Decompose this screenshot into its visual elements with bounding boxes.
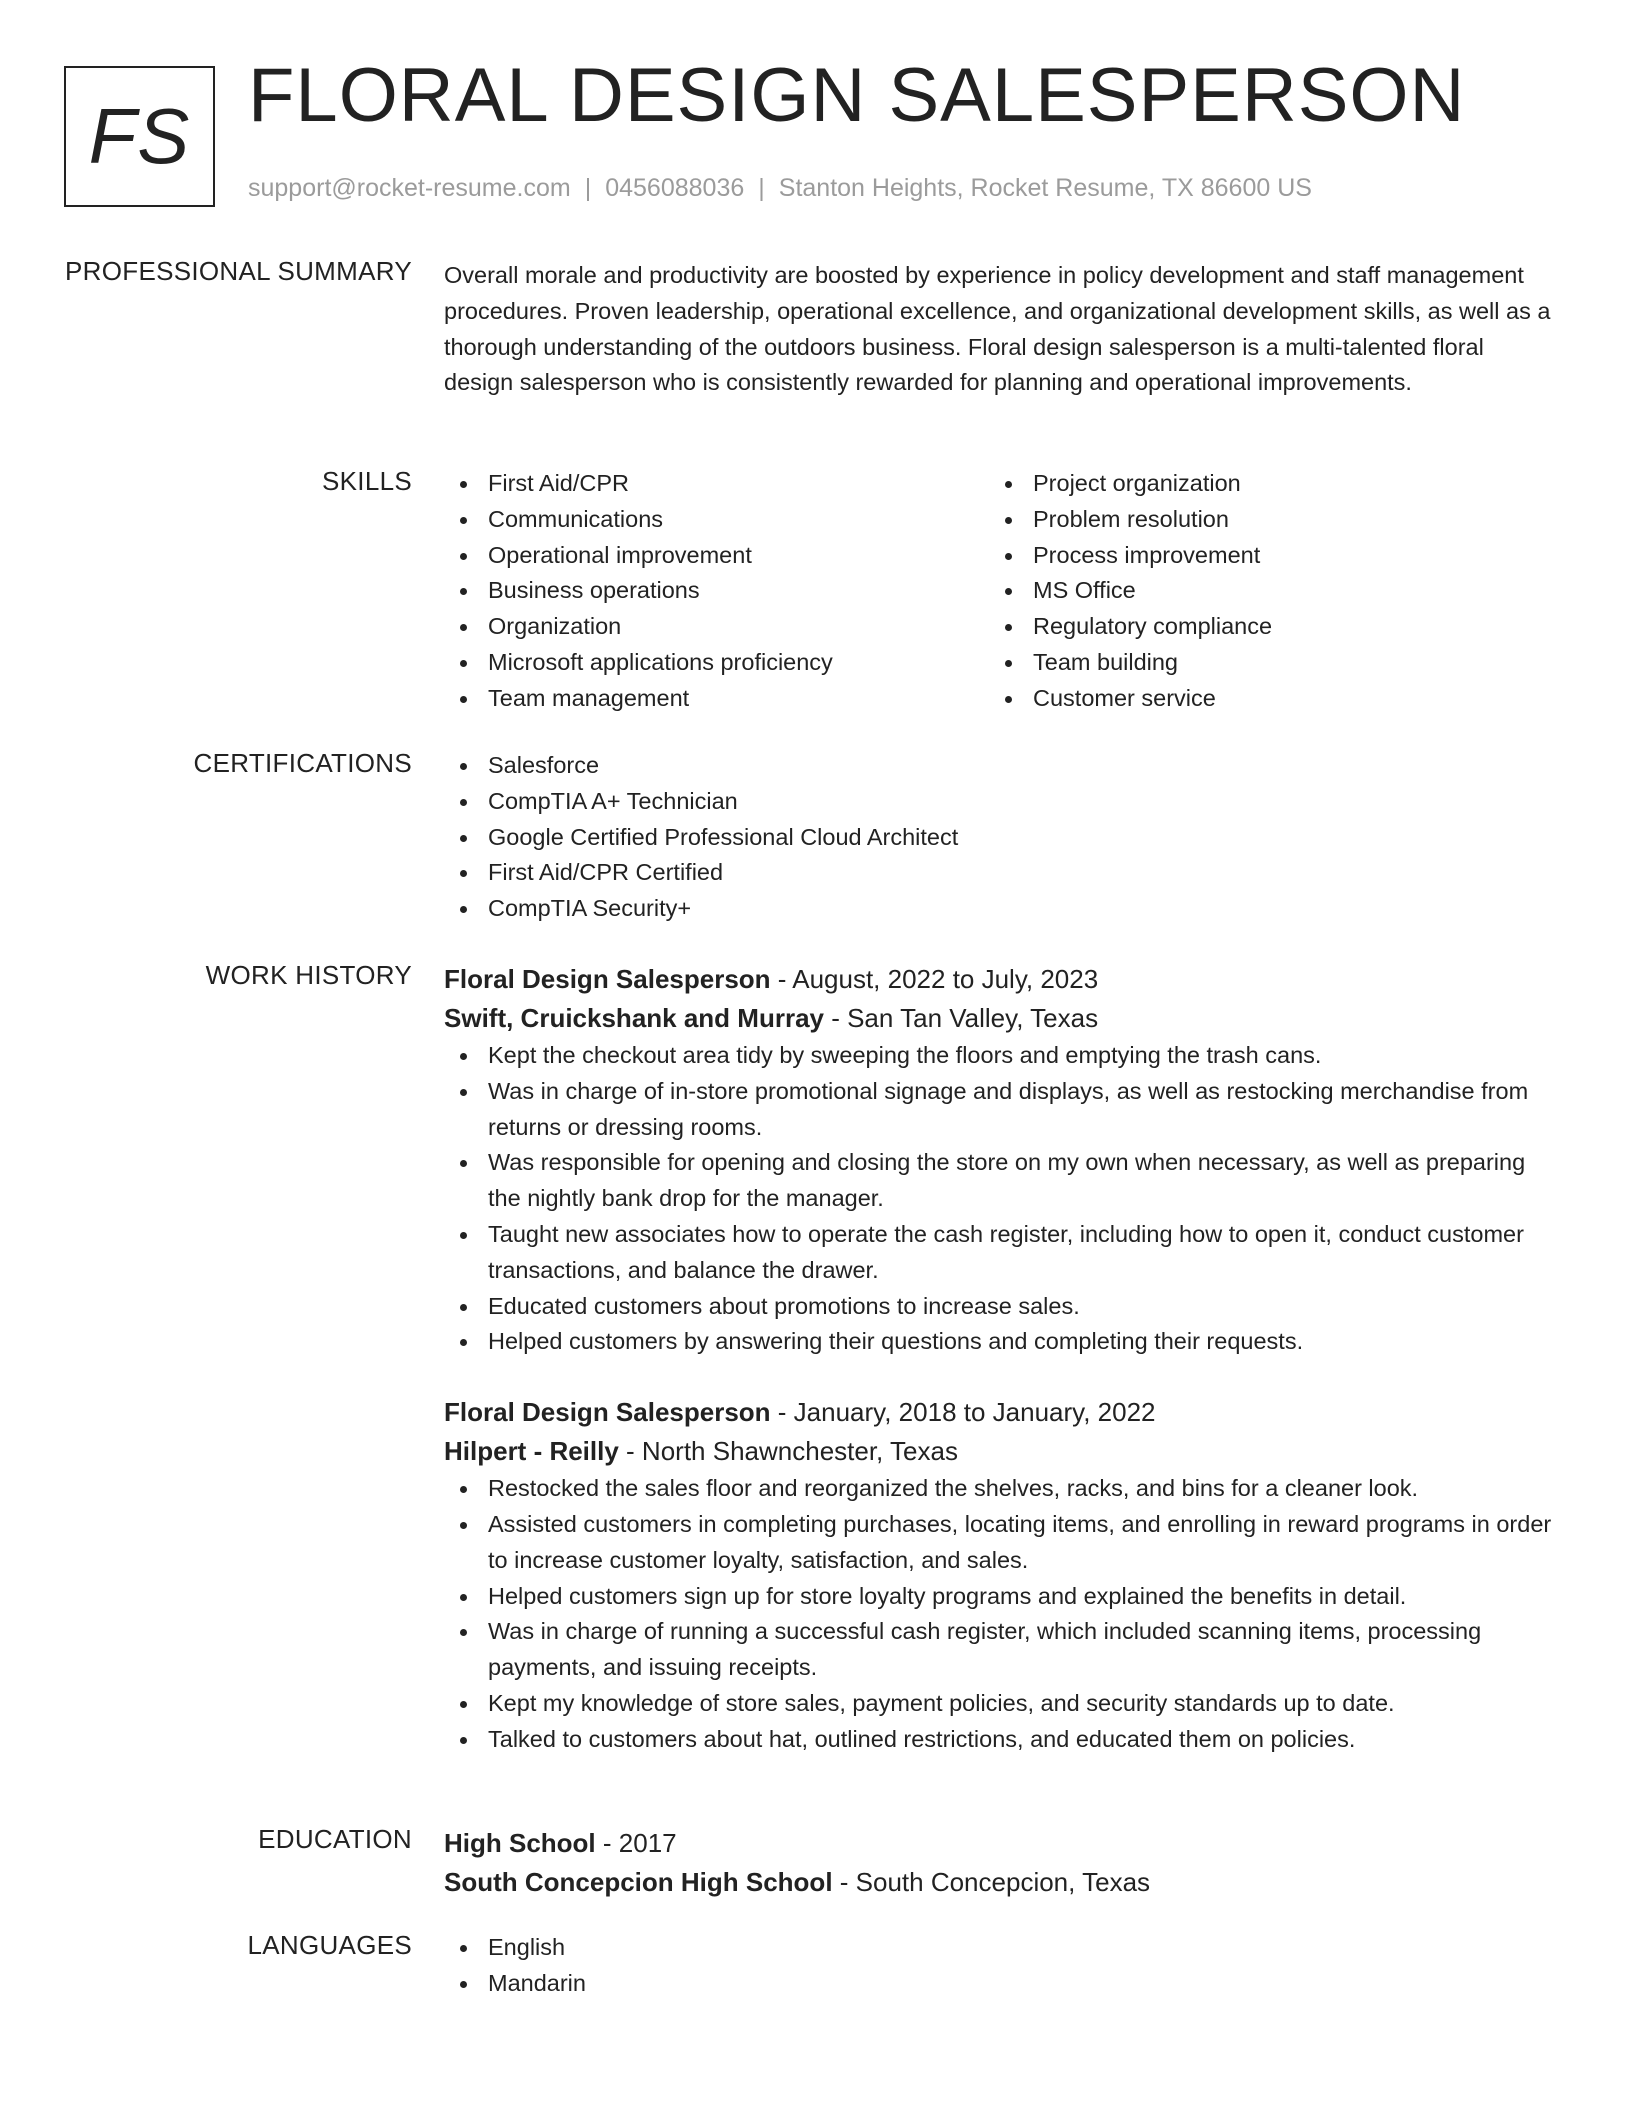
certification-item: First Aid/CPR Certified <box>444 855 1554 891</box>
summary-text: Overall morale and productivity are boosted by experience in policy development and staff management procedures. Proven leadership, operational excellence, and organizational development skills, as well as a thorough understanding of the outdoors business. Floral design salesperson is a multi-talented floral design salesperson who is consistently rewarded for planning and operational improvements. <box>444 262 1551 396</box>
job-employer: Swift, Cruickshank and Murray <box>444 1003 824 1033</box>
language-item: Mandarin <box>444 1966 1554 2002</box>
job-entry <box>444 1393 1554 1757</box>
section-label-education: EDUCATION <box>258 1824 412 1854</box>
job-location: - San Tan Valley, Texas <box>823 1003 1099 1033</box>
summary-body <box>444 256 1554 401</box>
education-body <box>444 1824 1554 1902</box>
candidate-name: FLORAL DESIGN SALESPERSON <box>248 53 1466 138</box>
certification-item: CompTIA A+ Technician <box>444 784 1554 820</box>
job-duty-item: Assisted customers in completing purchases, locating items, and enrolling in reward programs in order to increase customer loyalty, satisfaction, and sales. <box>444 1507 1554 1579</box>
certifications-body <box>444 748 1554 927</box>
certification-item: Salesforce <box>444 748 1554 784</box>
job-dates: - January, 2018 to January, 2022 <box>770 1397 1156 1428</box>
job-employer: Hilpert - Reilly <box>444 1436 619 1467</box>
job-title: Floral Design Salesperson <box>444 964 771 994</box>
education-degree-line <box>444 1824 1554 1863</box>
contact-line <box>248 174 1312 203</box>
section-label-summary: PROFESSIONAL SUMMARY <box>65 256 412 286</box>
job-duty-item: Talked to customers about hat, outlined restrictions, and educated them on policies. <box>444 1722 1554 1758</box>
skills-column-left <box>444 466 989 717</box>
job-duty-item: Helped customers sign up for store loyalty programs and explained the benefits in detail. <box>444 1579 1554 1615</box>
contact-separator: | <box>758 174 765 202</box>
certification-item: CompTIA Security+ <box>444 891 1554 927</box>
job-employer-line <box>444 1432 1554 1471</box>
skill-item: Process improvement <box>989 538 1534 574</box>
job-duties-list <box>444 1038 1554 1360</box>
job-duty-item: Was responsible for opening and closing the store on my own when necessary, as well as preparing the nightly bank drop for the manager. <box>444 1145 1554 1217</box>
skill-item: Business operations <box>444 573 989 609</box>
job-entry <box>444 960 1554 1360</box>
job-duty-item: Taught new associates how to operate the cash register, including how to open it, conduct customer transactions, and balance the drawer. <box>444 1217 1554 1289</box>
languages-list <box>444 1930 1554 2002</box>
job-title-line <box>444 960 1554 999</box>
languages-body <box>444 1930 1554 2002</box>
job-duty-item: Kept the checkout area tidy by sweeping the floors and emptying the trash cans. <box>444 1038 1554 1074</box>
job-duty-item: Was in charge of in-store promotional signage and displays, as well as restocking merchandise from returns or dressing rooms. <box>444 1074 1554 1146</box>
job-title-line <box>444 1393 1554 1432</box>
skill-item: Operational improvement <box>444 538 989 574</box>
certification-item: Google Certified Professional Cloud Architect <box>444 820 1554 856</box>
section-label-certifications: CERTIFICATIONS <box>193 748 412 778</box>
job-duty-item: Was in charge of running a successful cash register, which included scanning items, processing payments, and issuing receipts. <box>444 1614 1554 1686</box>
skill-item: Regulatory compliance <box>989 609 1534 645</box>
skills-body <box>444 466 1554 717</box>
job-duties-list <box>444 1471 1554 1757</box>
job-duty-item: Kept my knowledge of store sales, payment policies, and security standards up to date. <box>444 1686 1554 1722</box>
skills-list-left <box>444 466 989 717</box>
skill-item: MS Office <box>989 573 1534 609</box>
skills-columns <box>444 466 1554 717</box>
contact-email: support@rocket-resume.com <box>248 174 571 202</box>
language-item: English <box>444 1930 1554 1966</box>
education-school-line <box>444 1863 1554 1902</box>
job-duty-item: Restocked the sales floor and reorganized the shelves, racks, and bins for a cleaner look. <box>444 1471 1554 1507</box>
contact-address: Stanton Heights, Rocket Resume, TX 86600 US <box>778 174 1312 202</box>
skill-item: Communications <box>444 502 989 538</box>
work-body <box>444 960 1554 1758</box>
education-location: - South Concepcion, Texas <box>832 1867 1151 1897</box>
job-duty-item: Helped customers by answering their questions and completing their requests. <box>444 1324 1554 1360</box>
skill-item: Problem resolution <box>989 502 1534 538</box>
skills-list-right <box>989 466 1534 717</box>
contact-separator: | <box>584 174 592 202</box>
monogram-box <box>64 66 215 207</box>
education-degree: High School <box>444 1828 596 1858</box>
skill-item: Microsoft applications proficiency <box>444 645 989 681</box>
monogram-initials: FS <box>88 92 191 180</box>
section-label-languages: LANGUAGES <box>247 1930 412 1960</box>
skill-item: Project organization <box>989 466 1534 502</box>
job-location: - North Shawnchester, Texas <box>618 1436 958 1467</box>
job-duty-item: Educated customers about promotions to increase sales. <box>444 1289 1554 1325</box>
skill-item: First Aid/CPR <box>444 466 989 502</box>
contact-phone: 0456088036 <box>605 174 745 202</box>
skill-item: Team management <box>444 681 989 717</box>
job-dates: - August, 2022 to July, 2023 <box>770 964 1099 994</box>
skills-column-right <box>989 466 1534 717</box>
job-employer-line <box>444 999 1554 1038</box>
section-label-skills: SKILLS <box>322 466 412 496</box>
education-school: South Concepcion High School <box>444 1867 833 1897</box>
education-year: - 2017 <box>595 1828 677 1858</box>
job-title: Floral Design Salesperson <box>444 1397 771 1428</box>
section-label-work: WORK HISTORY <box>205 960 412 990</box>
skill-item: Organization <box>444 609 989 645</box>
skill-item: Team building <box>989 645 1534 681</box>
skill-item: Customer service <box>989 681 1534 717</box>
certifications-list <box>444 748 1554 927</box>
